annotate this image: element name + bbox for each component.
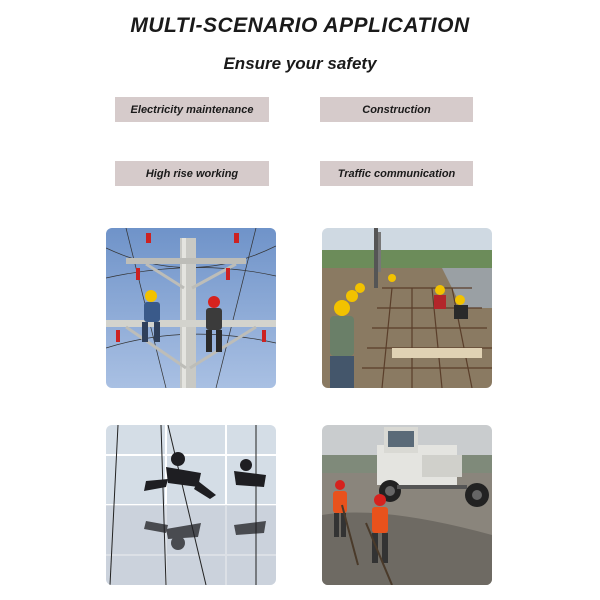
high-rise-working-photo: [106, 425, 276, 585]
scenario-tag-construction: Construction: [320, 97, 473, 122]
scenario-tag-traffic: Traffic communication: [320, 161, 473, 186]
road-work-photo: [322, 425, 492, 585]
page-subtitle: Ensure your safety: [223, 54, 377, 73]
scenario-tag-high-rise: High rise working: [115, 161, 269, 186]
page-title: MULTI-SCENARIO APPLICATION: [130, 14, 470, 37]
scenario-tag-electricity: Electricity maintenance: [115, 97, 269, 122]
electricity-maintenance-photo: [106, 228, 276, 388]
construction-photo: [322, 228, 492, 388]
